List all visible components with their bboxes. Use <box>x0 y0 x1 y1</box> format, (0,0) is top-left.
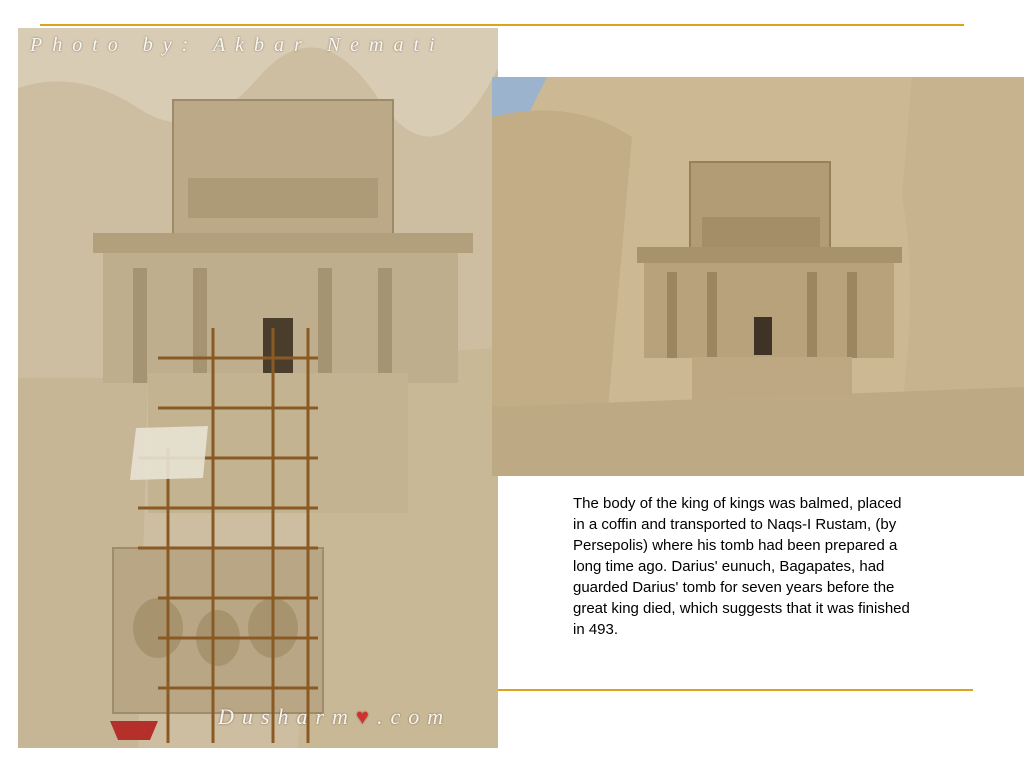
site-watermark <box>218 704 451 730</box>
slide-caption: The body of the king of kings was balmed, placed in a coffin and transported to Naqs-I Rustam, (by Persepolis) where his tomb had been prepared a long time ago. Darius' eunuch, Bagapates, had guarded Darius' tomb for seven years before the great king died, which suggests that it was finished in 493. <box>573 495 910 638</box>
tomb-illustration-left <box>18 28 498 748</box>
site-watermark-name: Dusharm <box>218 704 356 729</box>
tomb-illustration-right <box>492 77 1024 476</box>
tomb-photo-scaffolding <box>18 28 498 748</box>
tomb-photo-cliff <box>492 77 1024 476</box>
bottom-divider-line <box>498 689 973 691</box>
heart-icon: ♥ <box>355 704 377 729</box>
photo-credit-watermark: Photo by: Akbar Nemati <box>30 34 445 56</box>
top-divider-line <box>40 24 964 26</box>
site-watermark-domain: .com <box>376 704 452 729</box>
